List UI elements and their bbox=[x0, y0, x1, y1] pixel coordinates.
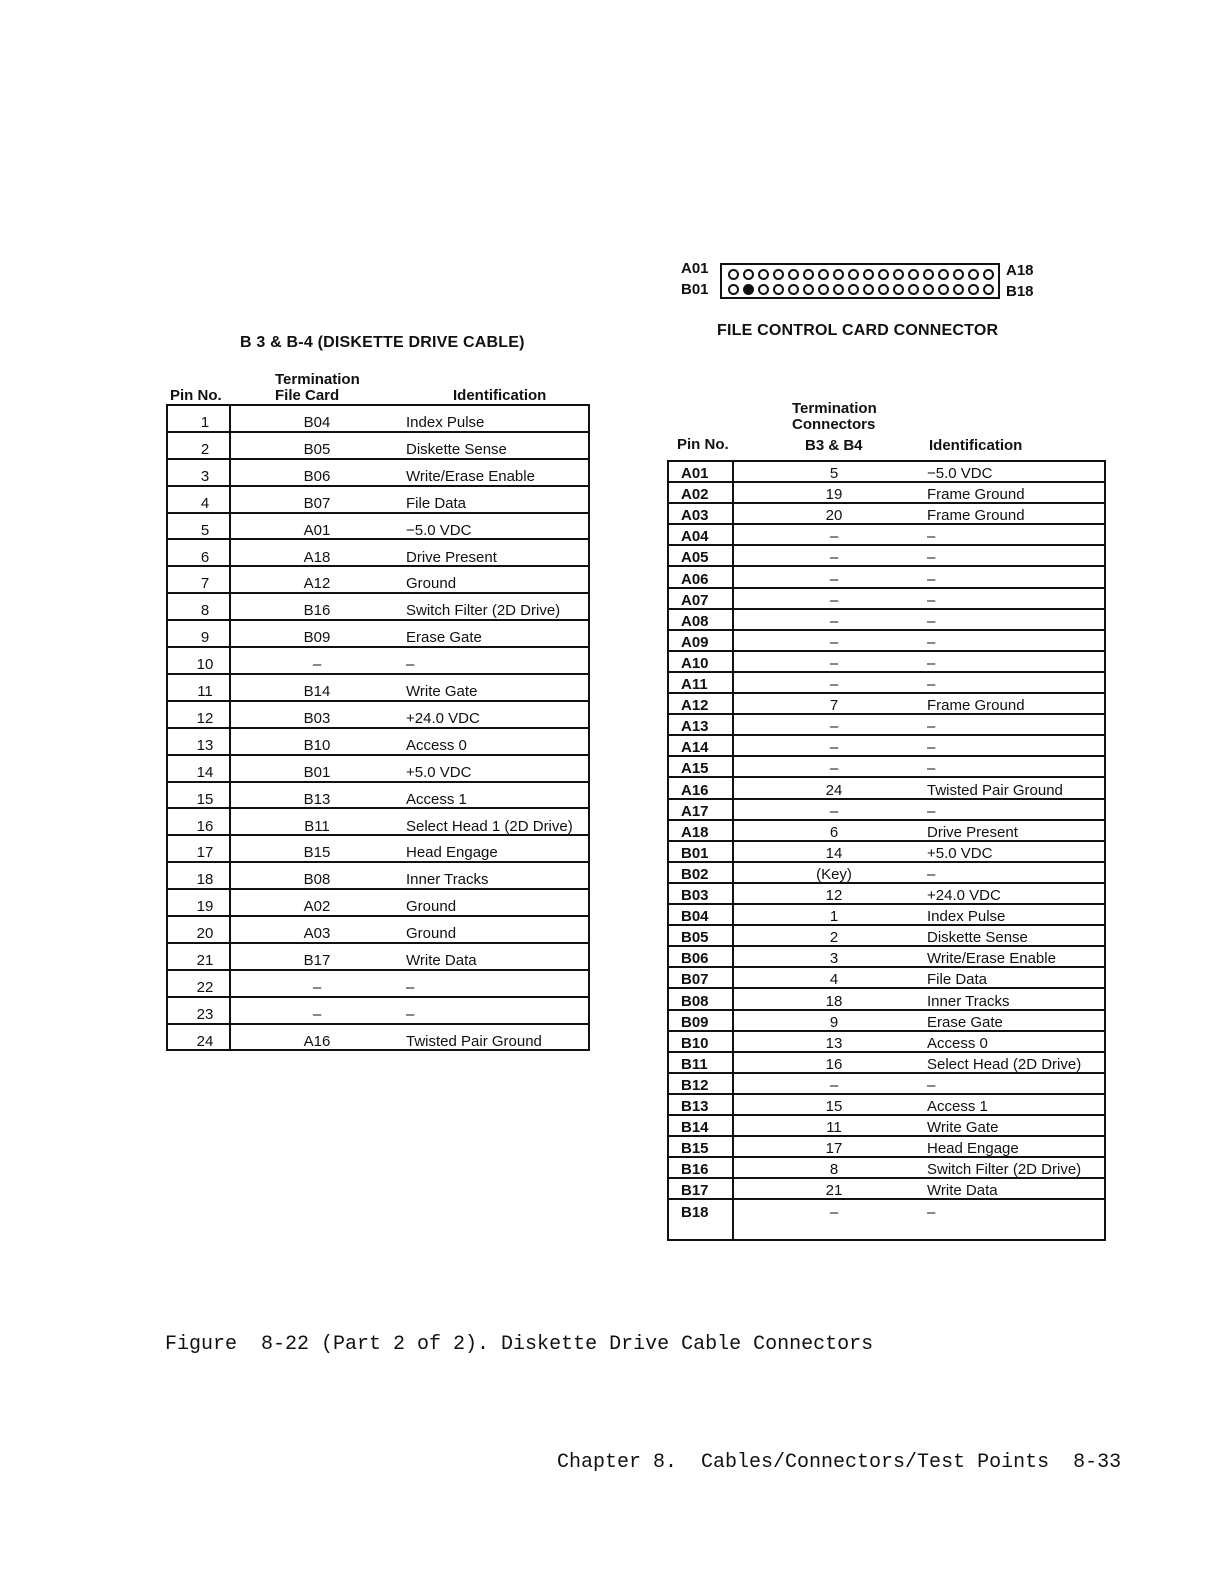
left-table-title: B 3 & B-4 (DISKETTE DRIVE CABLE) bbox=[240, 334, 525, 351]
termination-cell: – bbox=[829, 760, 839, 778]
pin-cell: 6 bbox=[200, 548, 210, 566]
termination-cell: 6 bbox=[829, 823, 839, 841]
identification-cell: – bbox=[927, 676, 936, 693]
identification-cell: – bbox=[927, 633, 936, 651]
table-row bbox=[168, 971, 588, 998]
identification-cell: Switch Filter (2D Drive) bbox=[406, 602, 561, 620]
pin-cell: A15 bbox=[681, 760, 709, 778]
pin-cell: A17 bbox=[681, 802, 709, 820]
pin-cell: 11 bbox=[197, 683, 213, 700]
table-row bbox=[669, 1179, 1104, 1200]
connector-pin bbox=[773, 269, 784, 280]
identification-cell: Twisted Pair Ground bbox=[406, 1032, 542, 1050]
termination-cell: 11 bbox=[826, 1119, 842, 1137]
identification-cell: – bbox=[406, 1005, 415, 1023]
table-row bbox=[669, 483, 1104, 504]
identification-cell: – bbox=[927, 528, 936, 546]
pin-cell: 7 bbox=[200, 575, 210, 593]
termination-cell: – bbox=[312, 656, 322, 674]
connector-pin bbox=[893, 284, 904, 295]
termination-cell: B15 bbox=[303, 844, 331, 862]
left-header-term-line1: Termination bbox=[275, 371, 360, 388]
identification-cell: Select Head (2D Drive) bbox=[927, 1055, 1082, 1073]
table-row bbox=[168, 890, 588, 917]
termination-cell: B01 bbox=[303, 763, 331, 781]
connector-pin bbox=[983, 269, 994, 280]
right-header-ident: Identification bbox=[929, 437, 1023, 454]
termination-cell: 3 bbox=[829, 950, 839, 968]
connector-pin bbox=[908, 269, 919, 280]
termination-cell: B09 bbox=[303, 629, 331, 647]
connector-body bbox=[720, 263, 1000, 299]
pin-cell: A16 bbox=[681, 781, 709, 799]
pin-cell: 20 bbox=[196, 925, 214, 943]
pin-cell: 16 bbox=[196, 817, 214, 835]
pin-cell: 22 bbox=[196, 978, 214, 996]
identification-cell: Index Pulse bbox=[406, 414, 485, 431]
identification-cell: Ground bbox=[406, 925, 457, 943]
identification-cell: Ground bbox=[406, 575, 457, 593]
table-row bbox=[168, 702, 588, 729]
identification-cell: – bbox=[927, 654, 936, 672]
termination-cell: B06 bbox=[303, 467, 331, 485]
termination-cell: 18 bbox=[825, 992, 843, 1010]
identification-cell: Access 1 bbox=[927, 1098, 988, 1115]
termination-cell: 5 bbox=[829, 465, 839, 482]
termination-cell: – bbox=[312, 1005, 322, 1023]
termination-cell: B04 bbox=[303, 414, 331, 431]
identification-cell: – bbox=[927, 718, 936, 736]
identification-cell: Inner Tracks bbox=[406, 871, 489, 889]
table-row bbox=[669, 884, 1104, 905]
pin-cell: A14 bbox=[681, 739, 709, 757]
pin-cell: B02 bbox=[681, 865, 709, 883]
termination-cell: – bbox=[829, 633, 839, 651]
identification-cell: Head Engage bbox=[406, 844, 498, 862]
table-row bbox=[168, 406, 588, 433]
connector-pin bbox=[773, 284, 784, 295]
pin-cell: B03 bbox=[681, 887, 709, 904]
pin-cell: B04 bbox=[681, 908, 709, 926]
table-row bbox=[669, 990, 1104, 1011]
connector-pin bbox=[758, 269, 769, 280]
table-row bbox=[669, 694, 1104, 715]
left-pin-table bbox=[166, 404, 590, 1051]
identification-cell: Access 1 bbox=[406, 790, 467, 808]
termination-cell: A02 bbox=[303, 898, 331, 916]
connector-pin-row-a bbox=[728, 269, 994, 281]
pin-cell: 5 bbox=[200, 521, 210, 539]
identification-cell: Frame Ground bbox=[927, 697, 1025, 715]
table-row bbox=[168, 433, 588, 460]
connector-pin bbox=[938, 269, 949, 280]
identification-cell: Inner Tracks bbox=[927, 992, 1010, 1010]
table-row bbox=[669, 568, 1104, 589]
table-row bbox=[669, 905, 1104, 926]
connector-label-b-start: B01 bbox=[681, 281, 709, 298]
table-row bbox=[669, 652, 1104, 673]
identification-cell: Diskette Sense bbox=[927, 929, 1028, 947]
connector-pin bbox=[818, 284, 829, 295]
identification-cell: Write/Erase Enable bbox=[927, 950, 1056, 968]
table-row bbox=[669, 968, 1104, 989]
connector-pin bbox=[983, 284, 994, 295]
pin-cell: A05 bbox=[681, 549, 709, 567]
pin-cell: B12 bbox=[681, 1076, 709, 1094]
table-row bbox=[168, 514, 588, 541]
pin-cell: A18 bbox=[681, 823, 709, 841]
identification-cell: Index Pulse bbox=[927, 908, 1006, 926]
pin-cell: 1 bbox=[200, 414, 210, 431]
termination-cell: – bbox=[829, 591, 839, 609]
pin-cell: B06 bbox=[681, 950, 709, 968]
table-row bbox=[669, 1137, 1104, 1158]
connector-pin bbox=[848, 284, 859, 295]
pin-cell: 18 bbox=[196, 871, 214, 889]
connector-pin bbox=[923, 284, 934, 295]
connector-pin bbox=[743, 269, 754, 280]
right-header-term-line1: Termination bbox=[792, 400, 877, 417]
connector-pin bbox=[758, 284, 769, 295]
pin-cell: A06 bbox=[681, 570, 709, 588]
identification-cell: Ground bbox=[406, 898, 457, 916]
table-row bbox=[669, 1074, 1104, 1095]
table-row bbox=[669, 673, 1104, 694]
identification-cell: File Data bbox=[927, 971, 988, 989]
table-row bbox=[669, 610, 1104, 631]
pin-cell: A07 bbox=[681, 591, 709, 609]
pin-cell: 9 bbox=[200, 629, 210, 647]
termination-cell: 14 bbox=[825, 844, 843, 862]
identification-cell: Drive Present bbox=[406, 548, 497, 566]
connector-pin bbox=[728, 269, 739, 280]
termination-cell: A18 bbox=[303, 548, 331, 566]
table-row bbox=[669, 1158, 1104, 1179]
table-row bbox=[669, 715, 1104, 736]
identification-cell: – bbox=[927, 570, 936, 588]
table-row bbox=[168, 836, 588, 863]
identification-cell: Diskette Sense bbox=[406, 440, 507, 458]
pin-cell: B15 bbox=[681, 1140, 709, 1158]
table-row bbox=[669, 947, 1104, 968]
pin-cell: 19 bbox=[196, 898, 214, 916]
termination-cell: B17 bbox=[303, 952, 331, 969]
termination-cell: 1 bbox=[829, 908, 839, 926]
table-row bbox=[168, 460, 588, 487]
identification-cell: – bbox=[927, 1203, 936, 1221]
identification-cell: +24.0 VDC bbox=[927, 887, 1001, 904]
identification-cell: Erase Gate bbox=[927, 1013, 1003, 1031]
termination-cell: B07 bbox=[303, 494, 331, 512]
table-row bbox=[669, 926, 1104, 947]
identification-cell: −5.0 VDC bbox=[406, 521, 472, 539]
connector-pin bbox=[848, 269, 859, 280]
identification-cell: Write/Erase Enable bbox=[406, 467, 535, 485]
table-row bbox=[669, 631, 1104, 652]
connector-pin bbox=[893, 269, 904, 280]
table-row bbox=[669, 757, 1104, 778]
left-header-pin: Pin No. bbox=[170, 387, 222, 404]
connector-pin bbox=[968, 269, 979, 280]
connector-label-a-start: A01 bbox=[681, 260, 709, 277]
termination-cell: – bbox=[829, 718, 839, 736]
termination-cell: – bbox=[829, 739, 839, 757]
pin-cell: B17 bbox=[681, 1182, 709, 1200]
identification-cell: – bbox=[927, 739, 936, 757]
identification-cell: Head Engage bbox=[927, 1140, 1019, 1158]
connector-pin bbox=[788, 284, 799, 295]
table-row bbox=[168, 863, 588, 890]
pin-cell: B16 bbox=[681, 1161, 709, 1179]
table-row bbox=[669, 779, 1104, 800]
connector-title: FILE CONTROL CARD CONNECTOR bbox=[717, 322, 999, 339]
connector-pin-row-b bbox=[728, 284, 994, 296]
termination-cell: B14 bbox=[303, 683, 331, 700]
termination-cell: A03 bbox=[303, 925, 331, 943]
table-row bbox=[669, 1011, 1104, 1032]
termination-cell: B08 bbox=[303, 871, 331, 889]
termination-cell: – bbox=[829, 528, 839, 546]
pin-cell: B08 bbox=[681, 992, 709, 1010]
pin-cell: 24 bbox=[196, 1032, 214, 1050]
connector-pin bbox=[788, 269, 799, 280]
table-row bbox=[669, 863, 1104, 884]
table-row bbox=[168, 917, 588, 944]
termination-cell: 9 bbox=[829, 1013, 839, 1031]
table-row bbox=[669, 525, 1104, 546]
table-row bbox=[168, 567, 588, 594]
termination-cell: 21 bbox=[825, 1182, 843, 1200]
pin-cell: B10 bbox=[681, 1034, 709, 1052]
termination-cell: 4 bbox=[829, 971, 839, 989]
table-row bbox=[168, 756, 588, 783]
connector-pin bbox=[878, 284, 889, 295]
left-header-ident: Identification bbox=[453, 387, 547, 404]
identification-cell: – bbox=[927, 802, 936, 820]
pin-cell: B14 bbox=[681, 1119, 709, 1137]
identification-cell: −5.0 VDC bbox=[927, 465, 993, 482]
termination-cell: 7 bbox=[829, 697, 839, 715]
termination-cell: 12 bbox=[825, 887, 843, 904]
pin-cell: B11 bbox=[681, 1055, 708, 1073]
table-row bbox=[669, 1116, 1104, 1137]
connector-pin bbox=[803, 269, 814, 280]
termination-cell: B11 bbox=[304, 817, 330, 835]
connector-pin bbox=[818, 269, 829, 280]
identification-cell: Select Head 1 (2D Drive) bbox=[406, 817, 573, 835]
identification-cell: Switch Filter (2D Drive) bbox=[927, 1161, 1082, 1179]
termination-cell: B10 bbox=[303, 736, 331, 754]
pin-cell: A02 bbox=[681, 486, 709, 504]
pin-cell: A08 bbox=[681, 612, 709, 630]
termination-cell: – bbox=[829, 612, 839, 630]
pin-cell: B09 bbox=[681, 1013, 709, 1031]
termination-cell: 16 bbox=[825, 1055, 843, 1073]
termination-cell: – bbox=[829, 802, 839, 820]
termination-cell: – bbox=[312, 978, 322, 996]
pin-cell: 14 bbox=[196, 763, 214, 781]
termination-cell: (Key) bbox=[816, 865, 852, 883]
identification-cell: +5.0 VDC bbox=[927, 844, 993, 862]
page-footer: Chapter 8. Cables/Connectors/Test Points 8-33 bbox=[557, 1451, 1122, 1474]
connector-pin bbox=[833, 284, 844, 295]
identification-cell: Frame Ground bbox=[927, 486, 1025, 504]
termination-cell: – bbox=[829, 676, 839, 693]
table-row bbox=[168, 783, 588, 810]
table-row bbox=[168, 810, 588, 837]
pin-cell: 3 bbox=[200, 467, 210, 485]
identification-cell: – bbox=[406, 656, 415, 674]
connector-label-b-end: B18 bbox=[1006, 283, 1034, 300]
identification-cell: Write Data bbox=[927, 1182, 998, 1200]
termination-cell: B13 bbox=[303, 790, 331, 808]
termination-cell: 2 bbox=[829, 929, 839, 947]
pin-cell: A10 bbox=[681, 654, 709, 672]
termination-cell: 19 bbox=[825, 486, 843, 504]
pin-cell: A04 bbox=[681, 528, 709, 546]
connector-pin bbox=[923, 269, 934, 280]
identification-cell: – bbox=[406, 978, 415, 996]
table-row bbox=[669, 736, 1104, 757]
table-row bbox=[168, 675, 588, 702]
table-row bbox=[168, 648, 588, 675]
identification-cell: Twisted Pair Ground bbox=[927, 781, 1063, 799]
connector-pin bbox=[953, 284, 964, 295]
pin-cell: A09 bbox=[681, 633, 709, 651]
connector-pin bbox=[863, 269, 874, 280]
identification-cell: +24.0 VDC bbox=[406, 709, 480, 727]
table-row bbox=[669, 842, 1104, 863]
connector-pin bbox=[878, 269, 889, 280]
table-row bbox=[669, 589, 1104, 610]
pin-cell: A13 bbox=[681, 718, 709, 736]
termination-cell: A16 bbox=[303, 1032, 331, 1050]
connector-label-a-end: A18 bbox=[1006, 262, 1034, 279]
termination-cell: 20 bbox=[825, 507, 843, 525]
pin-cell: 8 bbox=[200, 602, 210, 620]
pin-cell: 15 bbox=[196, 790, 214, 808]
termination-cell: A01 bbox=[303, 521, 331, 539]
termination-cell: B16 bbox=[303, 602, 331, 620]
connector-pin bbox=[908, 284, 919, 295]
figure-caption: Figure 8-22 (Part 2 of 2). Diskette Drive Cable Connectors bbox=[165, 1333, 874, 1356]
termination-cell: 8 bbox=[829, 1161, 839, 1179]
table-row bbox=[669, 1032, 1104, 1053]
table-row bbox=[669, 800, 1104, 821]
table-row bbox=[669, 1095, 1104, 1116]
connector-pin bbox=[833, 269, 844, 280]
identification-cell: Drive Present bbox=[927, 823, 1018, 841]
pin-cell: 13 bbox=[196, 736, 214, 754]
pin-cell: 10 bbox=[196, 656, 214, 674]
pin-cell: 12 bbox=[196, 709, 214, 727]
right-header-pin: Pin No. bbox=[677, 436, 729, 453]
table-row bbox=[669, 1201, 1104, 1222]
connector-pin bbox=[953, 269, 964, 280]
pin-cell: B13 bbox=[681, 1098, 709, 1115]
pin-cell: 17 bbox=[196, 844, 214, 862]
identification-cell: Access 0 bbox=[927, 1034, 988, 1052]
pin-cell: 4 bbox=[200, 494, 210, 512]
left-header-term-line2: File Card bbox=[275, 387, 340, 404]
pin-cell: B05 bbox=[681, 929, 709, 947]
connector-pin bbox=[863, 284, 874, 295]
table-row bbox=[168, 729, 588, 756]
identification-cell: File Data bbox=[406, 494, 467, 512]
right-header-term-line3: B3 & B4 bbox=[805, 437, 863, 454]
termination-cell: 24 bbox=[825, 781, 843, 799]
identification-cell: – bbox=[927, 612, 936, 630]
connector-pin bbox=[803, 284, 814, 295]
table-row bbox=[669, 546, 1104, 567]
table-row bbox=[168, 998, 588, 1025]
connector-pin bbox=[728, 284, 739, 295]
identification-cell: – bbox=[927, 1076, 936, 1094]
identification-cell: – bbox=[927, 549, 936, 567]
identification-cell: – bbox=[927, 865, 936, 883]
termination-cell: – bbox=[829, 549, 839, 567]
termination-cell: A12 bbox=[303, 575, 331, 593]
identification-cell: Write Data bbox=[406, 952, 477, 969]
right-header-term-line2: Connectors bbox=[792, 416, 876, 433]
identification-cell: +5.0 VDC bbox=[406, 763, 472, 781]
right-pin-table bbox=[667, 460, 1106, 1241]
termination-cell: – bbox=[829, 1076, 839, 1094]
connector-pin bbox=[743, 284, 754, 295]
table-row bbox=[168, 621, 588, 648]
pin-cell: 23 bbox=[196, 1005, 214, 1023]
table-row bbox=[669, 462, 1104, 483]
pin-cell: A12 bbox=[681, 697, 709, 715]
table-row bbox=[669, 1053, 1104, 1074]
pin-cell: B07 bbox=[681, 971, 709, 989]
termination-cell: 15 bbox=[825, 1098, 843, 1115]
termination-cell: – bbox=[829, 654, 839, 672]
pin-cell: A11 bbox=[681, 676, 708, 693]
identification-cell: – bbox=[927, 591, 936, 609]
termination-cell: B05 bbox=[303, 440, 331, 458]
table-row bbox=[669, 504, 1104, 525]
termination-cell: 13 bbox=[825, 1034, 843, 1052]
pin-cell: A03 bbox=[681, 507, 709, 525]
identification-cell: Write Gate bbox=[406, 683, 478, 700]
identification-cell: Erase Gate bbox=[406, 629, 482, 647]
termination-cell: – bbox=[829, 1203, 839, 1221]
pin-cell: B18 bbox=[681, 1203, 709, 1221]
table-row bbox=[168, 944, 588, 971]
termination-cell: B03 bbox=[303, 709, 331, 727]
pin-cell: A01 bbox=[681, 465, 709, 482]
pin-cell: 21 bbox=[196, 952, 214, 969]
identification-cell: Frame Ground bbox=[927, 507, 1025, 525]
table-row bbox=[168, 487, 588, 514]
table-row bbox=[168, 594, 588, 621]
identification-cell: Access 0 bbox=[406, 736, 467, 754]
identification-cell: Write Gate bbox=[927, 1119, 999, 1137]
table-row bbox=[168, 541, 588, 568]
termination-cell: – bbox=[829, 570, 839, 588]
connector-pin bbox=[938, 284, 949, 295]
pin-cell: B01 bbox=[681, 844, 709, 862]
termination-cell: 17 bbox=[825, 1140, 843, 1158]
pin-cell: 2 bbox=[200, 440, 210, 458]
table-row bbox=[669, 821, 1104, 842]
identification-cell: – bbox=[927, 760, 936, 778]
connector-pin bbox=[968, 284, 979, 295]
table-row bbox=[168, 1025, 588, 1052]
